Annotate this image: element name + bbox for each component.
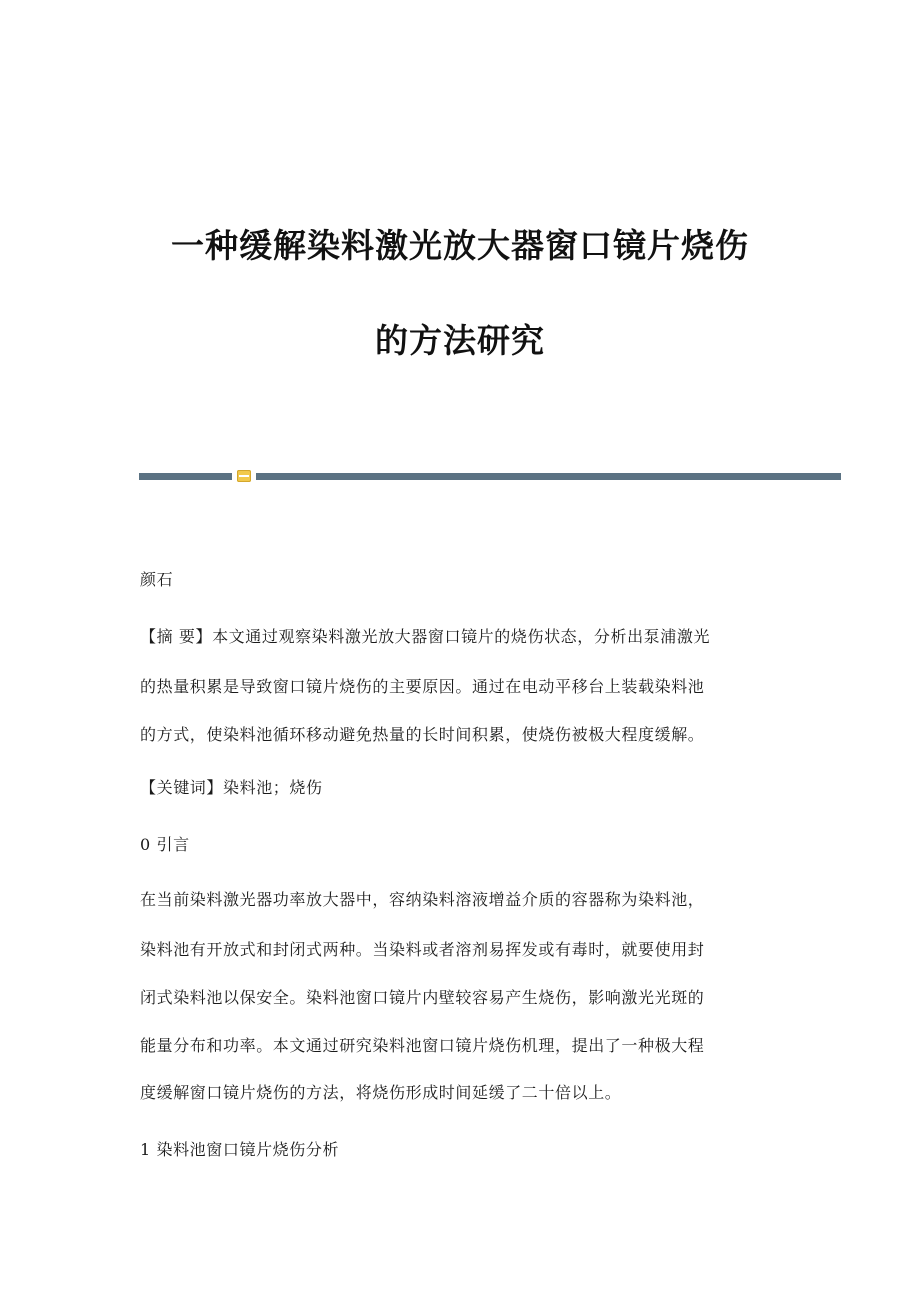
title-line-1: 一种缓解染料激光放大器窗口镜片烧伤 bbox=[171, 226, 749, 265]
keywords: 【关键词】染料池；烧伤 bbox=[140, 778, 323, 797]
abstract-line-2: 的热量积累是导致窗口镜片烧伤的主要原因。通过在电动平移台上装载染料池 bbox=[140, 677, 705, 696]
divider-ornament-icon bbox=[237, 470, 251, 482]
section-0-line-3: 闭式染料池以保安全。染料池窗口镜片内壁较容易产生烧伤，影响激光光斑的 bbox=[140, 988, 705, 1007]
title-divider bbox=[139, 470, 841, 482]
abstract-line-1: 【摘 要】本文通过观察染料激光放大器窗口镜片的烧伤状态，分析出泵浦激光 bbox=[140, 627, 711, 646]
section-0-line-1: 在当前染料激光器功率放大器中，容纳染料溶液增益介质的容器称为染料池， bbox=[140, 890, 705, 909]
divider-bar-left bbox=[139, 473, 232, 480]
section-0-heading: 0 引言 bbox=[140, 835, 190, 854]
divider-bar-right bbox=[256, 473, 841, 480]
section-0-line-5: 度缓解窗口镜片烧伤的方法，将烧伤形成时间延缓了二十倍以上。 bbox=[140, 1083, 622, 1102]
title-line-2: 的方法研究 bbox=[375, 321, 545, 360]
section-1-heading: 1 染料池窗口镜片烧伤分析 bbox=[140, 1140, 340, 1159]
abstract-line-3: 的方式，使染料池循环移动避免热量的长时间积累，使烧伤被极大程度缓解。 bbox=[140, 725, 705, 744]
section-0-line-2: 染料池有开放式和封闭式两种。当染料或者溶剂易挥发或有毒时，就要使用封 bbox=[140, 940, 705, 959]
author: 颜石 bbox=[140, 570, 174, 589]
section-0-line-4: 能量分布和功率。本文通过研究染料池窗口镜片烧伤机理，提出了一种极大程 bbox=[140, 1036, 705, 1055]
